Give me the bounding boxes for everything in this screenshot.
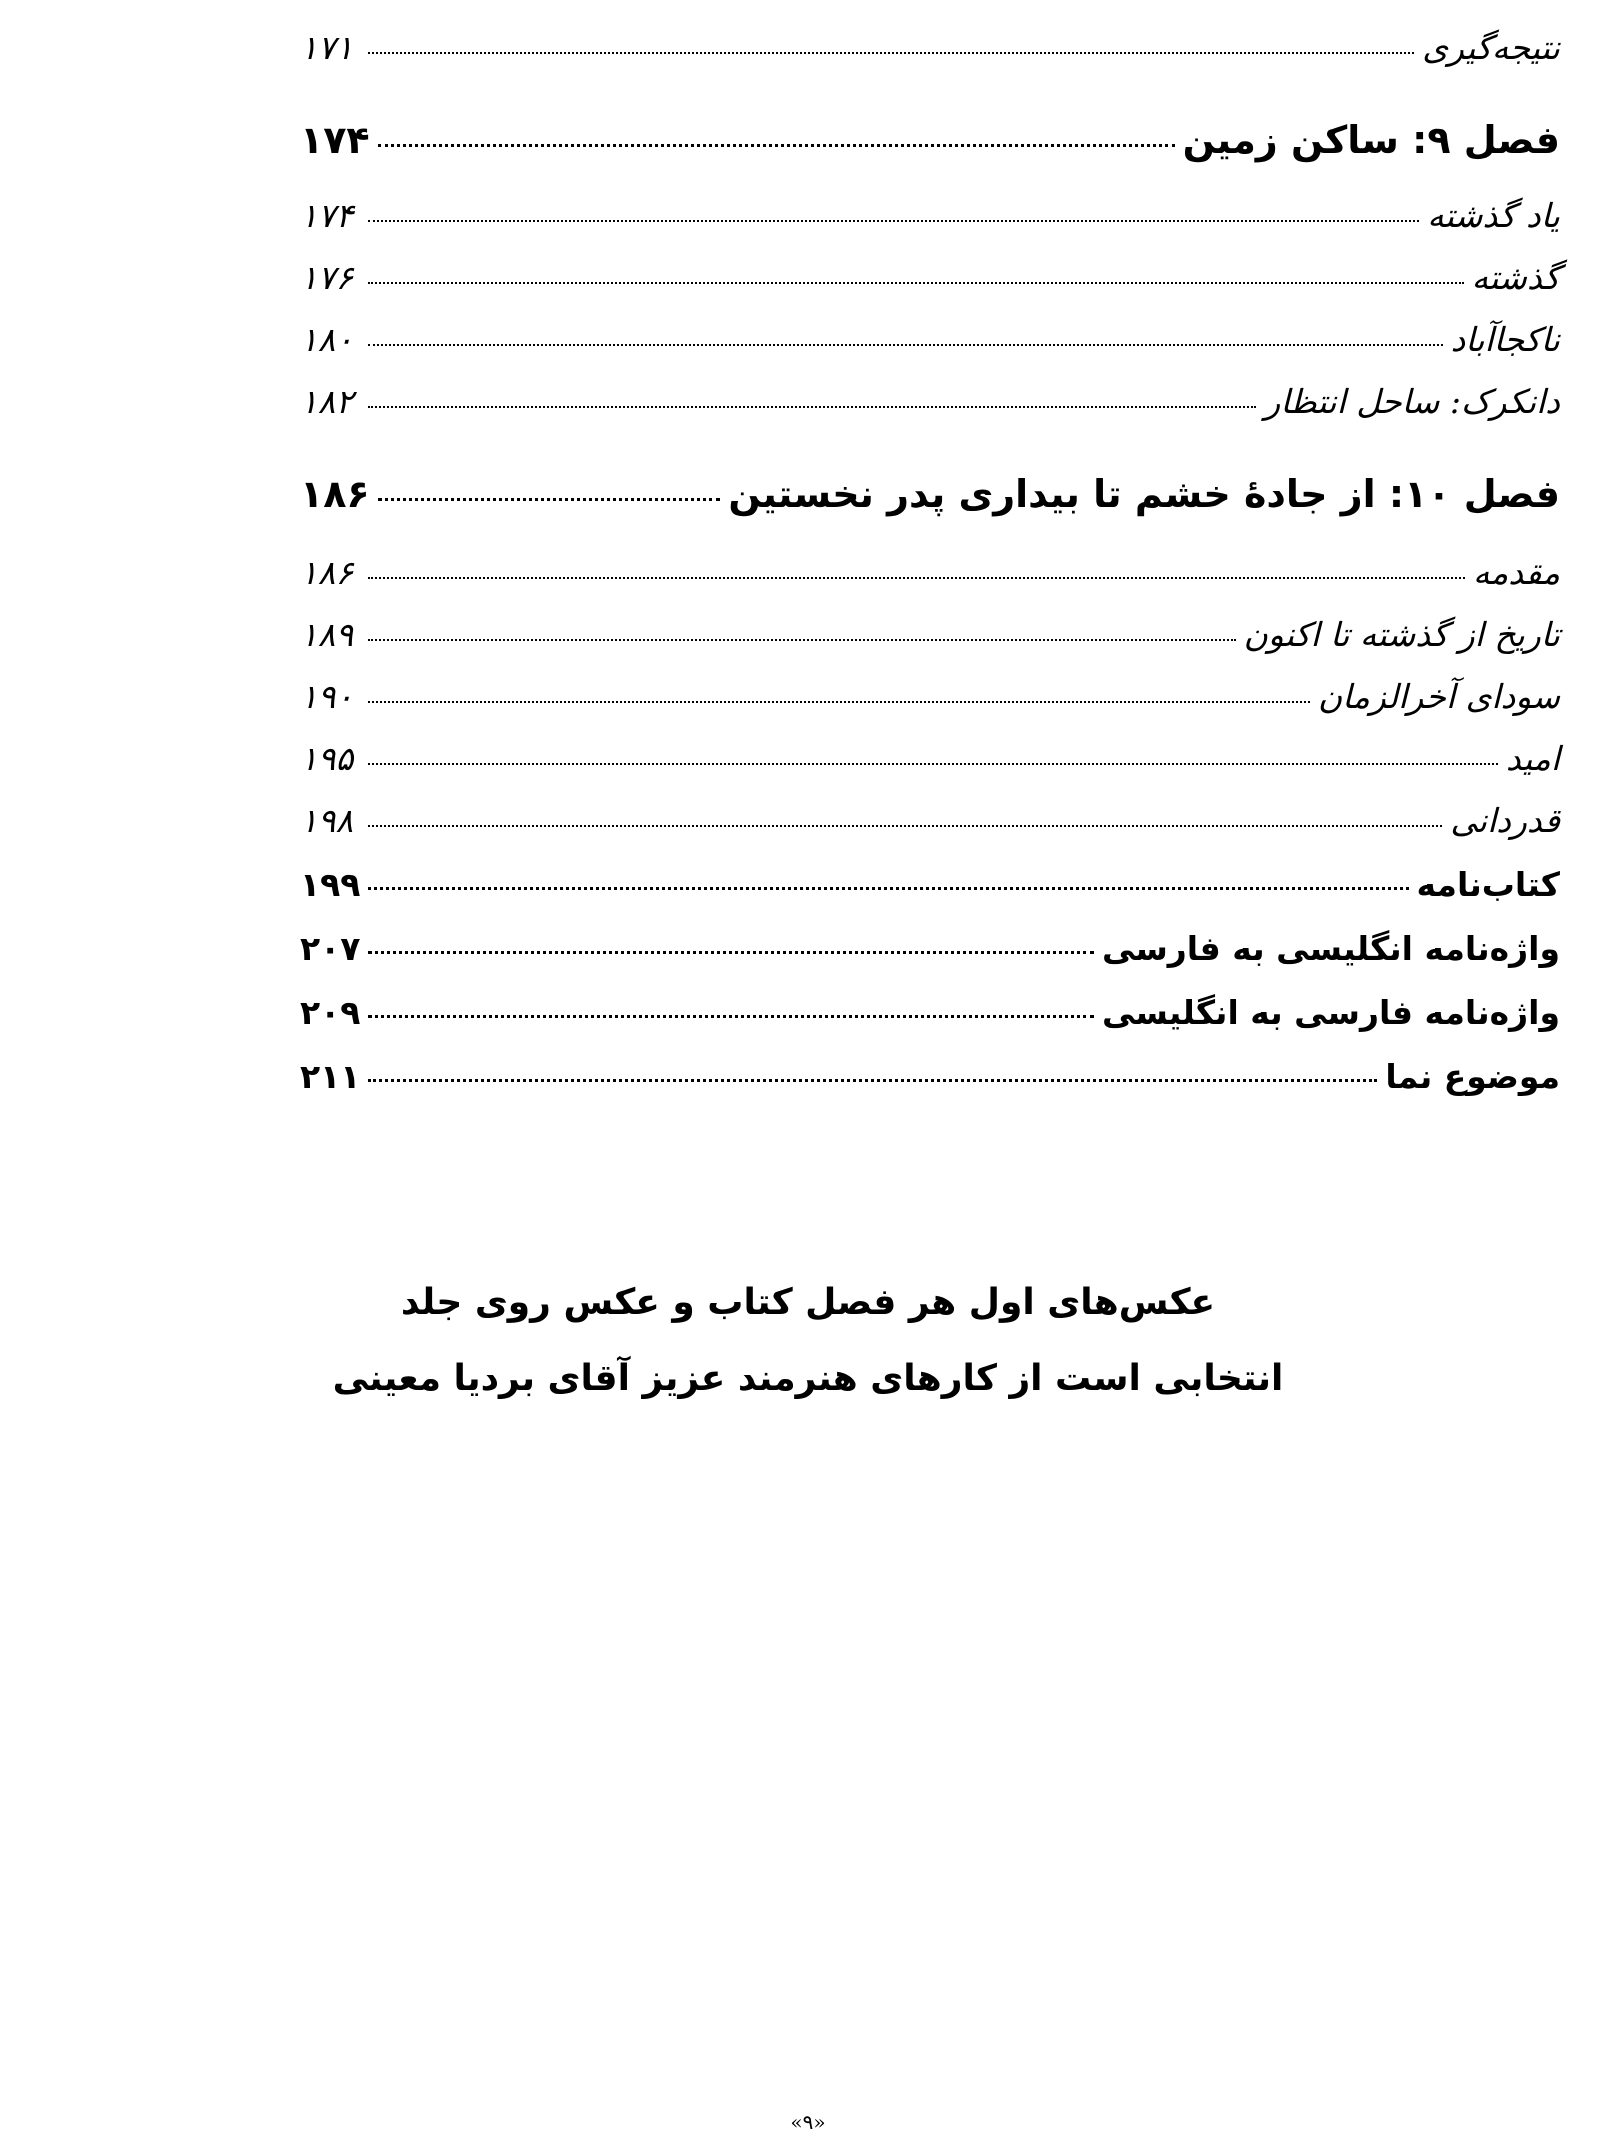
toc-entry-title: نتیجه‌گیری	[1422, 28, 1560, 67]
toc-entry-history[interactable]	[300, 615, 1560, 654]
toc-entry-conclusion[interactable]	[300, 28, 1560, 67]
toc-entry-page: ۱۷۱	[300, 28, 354, 67]
toc-entry-apocalypse[interactable]	[300, 677, 1560, 716]
dot-leader	[368, 639, 1236, 641]
toc-entry-introduction[interactable]	[300, 553, 1560, 592]
dot-leader	[368, 701, 1310, 703]
dot-leader	[368, 763, 1498, 765]
dot-leader	[368, 52, 1414, 54]
dot-leader	[378, 498, 721, 501]
toc-entry-page: ۱۸۹	[300, 615, 354, 654]
toc-entry-title: کتاب‌نامه	[1416, 865, 1560, 904]
toc-entry-title: قدردانی	[1450, 801, 1560, 840]
toc-entry-page: ۱۸۶	[300, 553, 354, 592]
photo-credit-line-2: انتخابی است از کارهای هنرمند عزیز آقای بردیا معینی	[332, 1358, 1284, 1399]
toc-entry-title: واژه‌نامه فارسی به انگلیسی	[1101, 993, 1560, 1032]
toc-entry-acknowledgements[interactable]	[300, 801, 1560, 840]
dot-leader	[368, 220, 1419, 222]
toc-entry-english-persian-glossary[interactable]	[300, 929, 1560, 968]
toc-entry-title: سودای آخرالزمان	[1317, 677, 1560, 716]
dot-leader	[378, 144, 1175, 147]
dot-leader	[368, 344, 1443, 346]
dot-leader	[368, 887, 1408, 890]
toc-entry-dunkirk[interactable]	[300, 382, 1560, 421]
dot-leader	[368, 282, 1464, 284]
toc-entry-page: ۱۷۶	[300, 258, 354, 297]
toc-chapter-9[interactable]	[300, 118, 1560, 162]
toc-entry-title: واژه‌نامه انگلیسی به فارسی	[1101, 929, 1560, 968]
toc-entry-title: یاد گذشته	[1427, 196, 1560, 235]
toc-entry-page: ۱۹۹	[300, 865, 361, 904]
toc-entry-page: ۱۸۲	[300, 382, 354, 421]
toc-entry-page: ۲۰۹	[300, 993, 361, 1032]
toc-entry-page: ۲۱۱	[300, 1057, 361, 1096]
toc-entry-utopia[interactable]	[300, 320, 1560, 359]
toc-entry-page: ۱۹۰	[300, 677, 354, 716]
toc-entry-page: ۱۹۸	[300, 801, 354, 840]
dot-leader	[368, 577, 1465, 579]
dot-leader	[368, 1079, 1377, 1082]
toc-entry-title: گذشته	[1471, 258, 1560, 297]
toc-entry-page: ۱۷۴	[300, 196, 354, 235]
toc-entry-title: موضوع نما	[1385, 1057, 1560, 1096]
toc-entry-past[interactable]	[300, 258, 1560, 297]
toc-entry-memory-of-past[interactable]	[300, 196, 1560, 235]
toc-entry-title: مقدمه	[1472, 553, 1560, 592]
toc-entry-title: امید	[1505, 739, 1560, 778]
toc-entry-page: ۱۹۵	[300, 739, 354, 778]
page-number: «۹»	[790, 2110, 826, 2134]
toc-entry-bibliography[interactable]	[300, 865, 1560, 904]
toc-entry-page: ۱۸۰	[300, 320, 354, 359]
dot-leader	[368, 951, 1094, 954]
toc-entry-hope[interactable]	[300, 739, 1560, 778]
toc-entry-title: تاریخ از گذشته تا اکنون	[1243, 615, 1560, 654]
toc-chapter-10[interactable]	[300, 472, 1560, 516]
dot-leader	[368, 1015, 1094, 1018]
photo-credit-line-1: عکس‌های اول هر فصل کتاب و عکس روی جلد	[400, 1282, 1216, 1323]
dot-leader	[368, 825, 1442, 827]
dot-leader	[368, 406, 1256, 408]
toc-entry-persian-english-glossary[interactable]	[300, 993, 1560, 1032]
toc-chapter-title: فصل ۹: ساکن زمین	[1182, 118, 1560, 162]
toc-entry-title: ناکجاآباد	[1450, 320, 1560, 359]
toc-chapter-page: ۱۷۴	[300, 118, 370, 162]
photo-credit-note	[0, 1265, 1616, 1417]
toc-chapter-page: ۱۸۶	[300, 472, 370, 516]
toc-entry-subject-index[interactable]	[300, 1057, 1560, 1096]
toc-entry-page: ۲۰۷	[300, 929, 361, 968]
toc-chapter-title: فصل ۱۰: از جادهٔ خشم تا بیداری پدر نخستین	[728, 472, 1560, 516]
toc-entry-title: دانکرک: ساحل انتظار	[1264, 382, 1560, 421]
